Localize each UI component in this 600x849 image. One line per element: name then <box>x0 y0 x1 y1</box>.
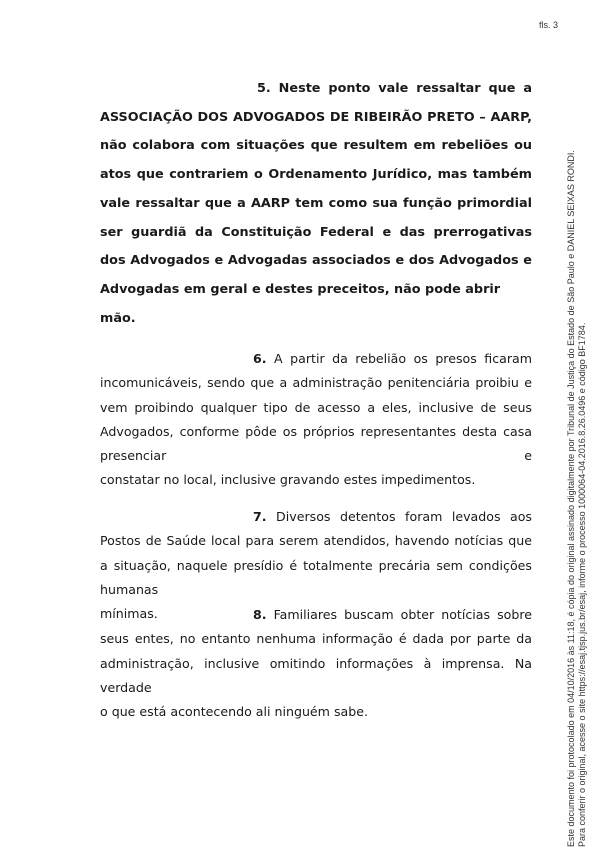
paragraph-line: A partir da rebelião os presos ficaram <box>266 351 532 366</box>
paragraph-line: conforme pôde os próprios representantes desta casa presenciar e <box>100 423 532 464</box>
paragraph-line: de Saúde local para serem atendidos, havendo notícias que a situação, <box>100 533 532 573</box>
paragraph-number: 7. <box>253 509 267 524</box>
paragraph-5 <box>100 75 532 333</box>
paragraph-line: ressaltar que a AARP tem como sua função primordial ser <box>100 195 532 240</box>
paragraph-line: naquele presídio é totalmente precária sem condições humanas <box>100 557 532 597</box>
paragraph-line: Diversos detentos foram levados aos Postos <box>100 509 532 549</box>
paragraph-line: Advogadas em geral e destes preceitos, não pode abrir mão. <box>100 281 501 326</box>
stamp-line: Este documento foi protocolado em 04/10/2016 às 11:18, é cópia do original assinado digitalmente por Tribunal de Justiça do Estado de São Paulo e DANIEL SEIXAS RONDI. <box>566 150 576 847</box>
paragraph-line: que contrariem o Ordenamento Jurídico, mas também vale <box>100 167 532 211</box>
paragraph-line: Neste ponto vale ressaltar que a <box>270 81 532 96</box>
paragraph-line: mínimas. <box>100 606 158 622</box>
paragraph-number: 6. <box>253 351 267 366</box>
paragraph-line: não colabora com situações que resultem em rebeliões ou atos <box>100 138 532 183</box>
paragraph-line: guardiã da Constituição Federal e das prerrogativas dos <box>100 224 532 269</box>
paragraph-line: administração, inclusive omitindo informações à imprensa. Na verdade <box>100 655 532 695</box>
paragraph-number: 8. <box>253 607 267 622</box>
paragraph-line: proibindo qualquer tipo de acesso a eles, inclusive de seus Advogados, <box>100 399 532 439</box>
paragraph-8 <box>100 603 532 724</box>
stamp-line: Para conferir o original, acesse o site https://esaj.tjsp.jus.br/esaj, informe o processo 1000064-04.2016.8.26.0496 e código BF1784. <box>577 322 587 847</box>
paragraph-line: Familiares buscam obter notícias sobre seus <box>100 607 532 647</box>
paragraph-line: ASSOCIAÇÃO DOS ADVOGADOS DE RIBEIRÃO PRETO – AARP, <box>100 109 532 125</box>
paragraph-line: incomunicáveis, sendo que a administração penitenciária proibiu e vem <box>100 375 532 415</box>
paragraph-line: o que está acontecendo ali ninguém sabe. <box>100 704 368 720</box>
paragraph-line: Advogados e Advogadas associados e dos Advogados e <box>130 253 532 269</box>
page-number: fls. 3 <box>538 20 558 30</box>
paragraph-line: entes, no entanto nenhuma informação é dada por parte da <box>134 631 533 647</box>
digital-signature-stamp <box>566 135 588 847</box>
paragraph-6 <box>100 347 532 493</box>
paragraph-number: 5. <box>257 81 271 96</box>
paragraph-line: constatar no local, inclusive gravando estes impedimentos. <box>100 472 476 488</box>
